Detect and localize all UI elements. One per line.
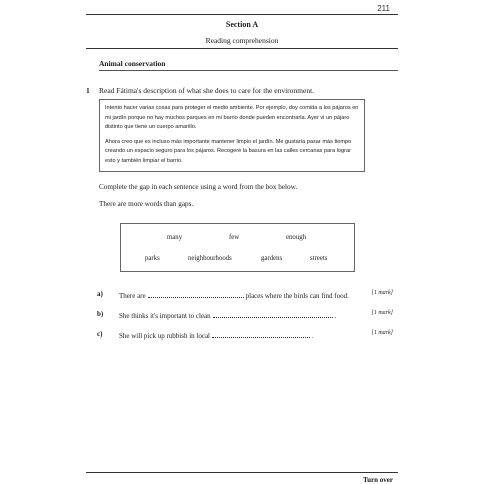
passage-paragraph: Ahora creo que es incluso más importante mantener limpio el jardín. Me gustaría pasar más tiempo creando un espacio seguro para los pájaros. Recogeré la basura en las calles cercanas para lograr esto y también limpiar el barrio. <box>105 138 352 164</box>
item-sentence <box>119 290 349 300</box>
turn-over-label: Turn over <box>363 476 393 484</box>
reading-passage <box>99 99 365 172</box>
word-option: enough <box>286 234 307 241</box>
item-text-before: There are <box>119 292 146 300</box>
item-label: c) <box>97 330 103 338</box>
item-label: a) <box>97 290 103 298</box>
passage-paragraph: Intento hacer varias cosas para proteger el medio ambiente. Por ejemplo, doy comida a los pájaros en mi jardín porque no hay muchos parques en mi barrio donde pueden encontrarla. Ayer vi un pájaro distinto que tiene un cuerpo amarillo. <box>105 105 359 131</box>
item-sentence <box>119 310 336 320</box>
item-marks: [1 mark] <box>371 290 393 296</box>
question-prompt: Read Fátima's description of what she does to care for the environment. <box>99 86 315 95</box>
item-label: b) <box>97 310 104 318</box>
answer-gap[interactable] <box>212 330 310 338</box>
item-text-after: . <box>334 312 337 320</box>
word-option: many <box>167 234 183 241</box>
item-text-before: She thinks it's important to clean <box>119 312 211 320</box>
topic-rule <box>99 70 398 71</box>
word-option: gardens <box>261 255 283 262</box>
item-marks: [1 mark] <box>371 310 393 316</box>
footer-rule <box>86 472 398 473</box>
page-number: 211 <box>377 4 390 13</box>
item-marks: [1 mark] <box>371 330 393 336</box>
item-sentence <box>119 330 314 340</box>
header-rule <box>86 14 398 15</box>
instruction-complete: Complete the gap in each sentence using a word from the box below. <box>99 183 298 191</box>
word-option: parks <box>145 255 160 262</box>
word-option: neighbourhoods <box>188 255 232 262</box>
word-box <box>120 223 355 272</box>
answer-gap[interactable] <box>148 290 244 298</box>
section-rule <box>86 48 398 49</box>
word-option: few <box>229 234 240 241</box>
item-text-after: places where the birds can find food. <box>245 292 349 300</box>
topic-title: Animal conservation <box>99 59 166 68</box>
word-option: streets <box>310 255 328 262</box>
question-number: 1 <box>86 86 90 95</box>
section-subtitle: Reading comprehension <box>205 36 279 45</box>
item-text-after: . <box>312 332 314 340</box>
instruction-more-words: There are more words than gaps. <box>99 200 194 208</box>
item-text-before: She will pick up rubbish in local <box>119 332 210 340</box>
answer-gap[interactable] <box>213 310 333 318</box>
section-title: Section A <box>225 20 259 29</box>
